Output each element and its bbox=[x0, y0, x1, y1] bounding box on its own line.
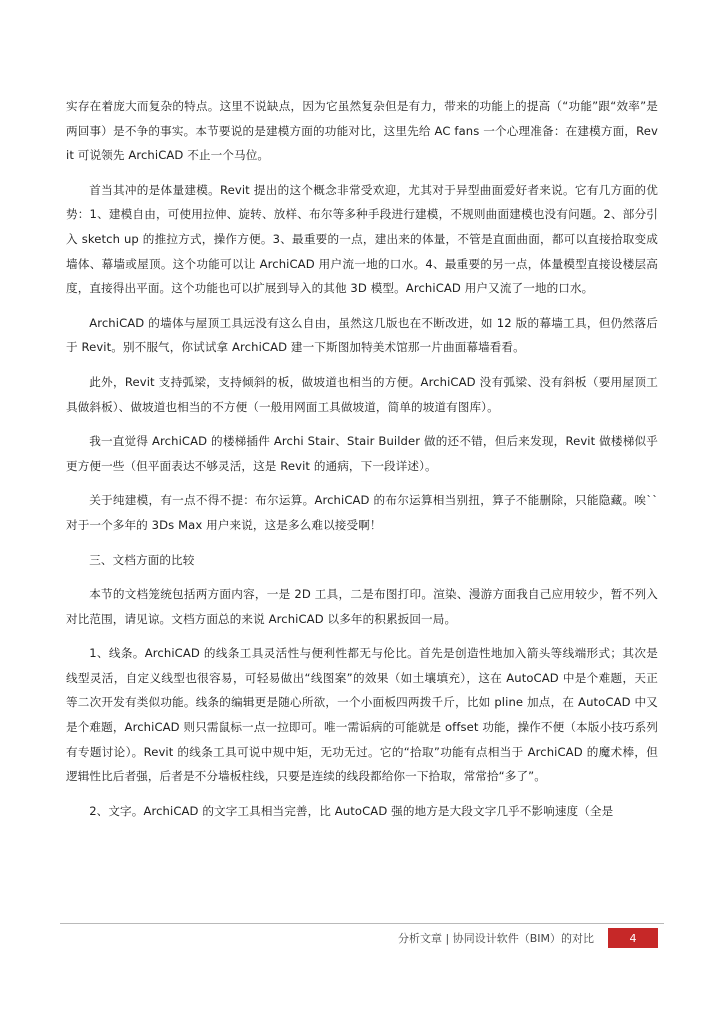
paragraph: 此外，Revit 支持弧梁，支持倾斜的板，做坡道也相当的方便。ArchiCAD 没有弧梁、没有斜板（要用屋顶工具做斜板）、做坡道也相当的不方便（一般用网面工具做坡道，简单的坡道有图库）。 bbox=[66, 374, 658, 414]
paragraph: 2、文字。ArchiCAD 的文字工具相当完善，比 AutoCAD 强的地方是大段文字几乎不影响速度（全是 bbox=[89, 803, 614, 818]
section-heading: 三、文档方面的比较 bbox=[89, 552, 195, 567]
footer-divider bbox=[60, 923, 664, 924]
paragraph: 我一直觉得 ArchiCAD 的楼梯插件 Archi Stair、Stair Builder 做的还不错，但后来发现，Revit 做楼梯似乎更方便一些（但平面表达不够灵活，这是 Revit 的通病，下一段详述）。 bbox=[66, 434, 658, 473]
page-footer bbox=[398, 928, 658, 948]
page-number-badge: 4 bbox=[608, 928, 658, 948]
paragraph: 首当其冲的是体量建模。Revit 提出的这个概念非常受欢迎，尤其对于异型曲面爱好者来说。它有几方面的优势：1、建模自由，可使用拉伸、旋转、放样、布尔等多种手段进行建模，不规则曲面建模也没有问题。2、部分引入 sketch up 的推拉方式，操作方便。3、最重要的一点，建出来的体量，不管是直面曲面，都可以直接拾取变成墙体、幕墙或屋顶。这个功能可以让 ArchiCAD 用户流一地的口水。4、最重要的另一点，体量模型直接设楼层高度，直接得出平面。这个功能也可以扩展到导入的其他 3D 模型。ArchiCAD 用户又流了一地的口水。 bbox=[66, 182, 658, 296]
paragraph: 本节的文档笼统包括两方面内容，一是 2D 工具，二是布图打印。渲染、漫游方面我自己应用较少，暂不列入对比范围，请见谅。文档方面总的来说 ArchiCAD 以多年的积累扳回一局。 bbox=[66, 587, 658, 626]
paragraph: 关于纯建模，有一点不得不提：布尔运算。ArchiCAD 的布尔运算相当别扭，算子不能删除，只能隐藏。唉``对于一个多年的 3Ds Max 用户来说，这是多么难以接受啊！ bbox=[66, 493, 658, 532]
footer-label: 分析文章 | 协同设计软件（BIM）的对比 bbox=[398, 932, 594, 945]
paragraph: 1、线条。ArchiCAD 的线条工具灵活性与便利性都无与伦比。首先是创造性地加入箭头等线端形式；其次是线型灵活，自定义线型也很容易，可轻易做出“线图案”的效果（如土壤填充），这在 AutoCAD 中是个难题，天正等二次开发有类似功能。线条的编辑更是随心所欲，一个小面板四两拨千斤，比如 pline 加点，在 AutoCAD 中又是个难题，ArchiCAD 则只需鼠标一点一拉即可。唯一需诟病的可能就是 offset 功能，操作不便（本版小技巧系列有专题讨论）。Revit 的线条工具可说中规中矩，无功无过。它的“拾取”功能有点相当于 ArchiCAD 的魔术棒，但逻辑性比后者强，后者是不分墙板柱线，只要是连续的线段都给你一下拾取，常常拾“多了”。 bbox=[66, 646, 658, 784]
body-text bbox=[66, 94, 658, 833]
paragraph: ArchiCAD 的墙体与屋顶工具远没有这么自由，虽然这几版也在不断改进，如 12 版的幕墙工具，但仍然落后于 Revit。别不服气，你试试拿 ArchiCAD 建一下斯图加特美术馆那一片曲面幕墙看看。 bbox=[66, 315, 658, 355]
paragraph: 实存在着庞大而复杂的特点。这里不说缺点，因为它虽然复杂但是有力，带来的功能上的提高（“功能”跟“效率”是两回事）是不争的事实。本节要说的是建模方面的功能对比，这里先给 AC fans 一个心理准备：在建模方面，Revit 可说领先 ArchiCAD 不止一个马位。 bbox=[66, 99, 658, 163]
